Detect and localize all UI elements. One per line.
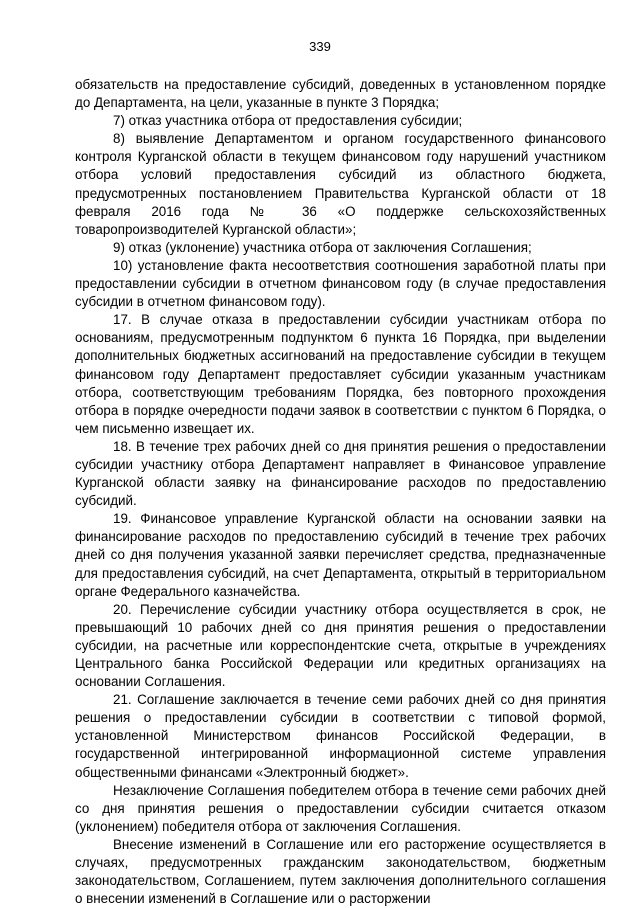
- clause-19: 19. Финансовое управление Курганской области на основании заявки на финансирование расходов по предоставлению субсидий в течение трех рабочих дней со дня получения указанной заявки перечисляет средства, предназначенные для предоставления субсидий, на счет Департамента, открытый в территориальном органе Федерального казначейства.: [75, 511, 606, 599]
- list-item-8: 8) выявление Департаментом и органом государственного финансового контроля Курганской области в текущем финансовом году нарушений участником отбора условий предоставления субсидий из областного бюджета, предусмотренных постановлением Правительства Курганской области от 18 февраля 2016 года № 36 «О поддержке сельскохозяйственных товаропроизводителей Курганской области»;: [75, 131, 606, 237]
- list-item-10: 10) установление факта несоответствия соотношения заработной платы при предоставлении субсидии в отчетном финансовом году (в случае предоставления субсидии в отчетном финансовом году).: [75, 257, 606, 310]
- clause-18: 18. В течение трех рабочих дней со дня принятия решения о предоставлении субсидии участнику отбора Департамент направляет в Финансовое управление Курганской области заявку на финансирование расходов по предоставлению субсидий.: [75, 438, 606, 509]
- clause-21: 21. Соглашение заключается в течение семи рабочих дней со дня принятия решения о предоставлении субсидии в соответствии с типовой формой, установленной Министерством финансов Российской Федерации, в государственной интегрированной информационной системе управления общественными финансами «Электронный бюджет».: [75, 692, 606, 780]
- paragraph-non-conclusion: Незаключение Соглашения победителем отбора в течение семи рабочих дней со дня принятия решения о предоставлении субсидии считается отказом (уклонением) победителя отбора от заключения Соглашения.: [75, 782, 606, 834]
- list-item-7: 7) отказ участника отбора от предоставления субсидии;: [113, 113, 463, 129]
- list-item-9: 9) отказ (уклонение) участника отбора от заключения Соглашения;: [113, 239, 532, 255]
- document-body: [75, 76, 606, 908]
- clause-17: 17. В случае отказа в предоставлении субсидии участникам отбора по основаниям, предусмотренным подпунктом 6 пункта 16 Порядка, при выделении дополнительных бюджетных ассигнований на предоставление субсидии в текущем финансовом году Департамент предоставляет субсидии указанным участникам отбора, соответствующим требованиям Порядка, без повторного прохождения отбора в порядке очередности подачи заявок в соответствии с пунктом 6 Порядка, о чем письменно извещает их.: [75, 312, 606, 436]
- page-number: 339: [309, 39, 331, 54]
- clause-20: 20. Перечисление субсидии участнику отбора осуществляется в срок, не превышающий 10 рабочих дней со дня принятия решения о предоставлении субсидии, на расчетные или корреспондентские счета, открытые в учреждениях Центрального банка Российской Федерации или кредитных организациях на основании Соглашения.: [75, 601, 606, 690]
- paragraph-continuation: обязательств на предоставление субсидий, доведенных в установленном порядке до Департамента, на цели, указанные в пункте 3 Порядка;: [75, 77, 606, 111]
- paragraph-amendments: Внесение изменений в Соглашение или его расторжение осуществляется в случаях, предусмотренных гражданским законодательством, бюджетным законодательством, Соглашением, путем заключения дополнительного соглашения о внесении изменений в Соглашение или о расторжении: [75, 836, 606, 907]
